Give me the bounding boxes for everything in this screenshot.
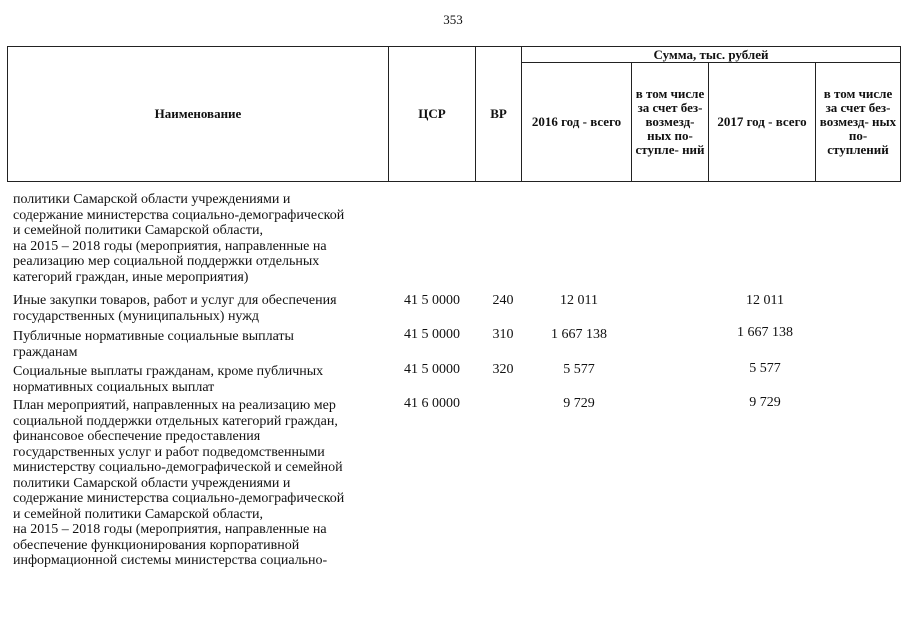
header-name: Наименование — [8, 47, 389, 182]
table-row-2016: 5 577 — [563, 362, 595, 377]
table-row-csr: 41 5 0000 — [404, 362, 460, 377]
table-row-2016: 12 011 — [560, 293, 598, 308]
header-vr: ВР — [476, 47, 522, 182]
table-row-vr: 240 — [492, 293, 514, 308]
table-row-2017: 5 577 — [749, 361, 781, 376]
table-row-vr: 320 — [492, 362, 514, 377]
table-row-name: Иные закупки товаров, работ и услуг для обеспечения государственных (муниципальных) нужд — [13, 293, 337, 324]
table-row-vr: 310 — [492, 327, 514, 342]
header-2016-total: 2016 год - всего — [522, 63, 632, 182]
table-row-name: Публичные нормативные социальные выплаты гражданам — [13, 329, 294, 360]
header-2017-total: 2017 год - всего — [709, 63, 816, 182]
header-2017-incl: в том числе за счет без- возмезд- ных по- ступлений — [816, 63, 901, 182]
table-row-name: политики Самарской области учреждениями и содержание министерства социально-демографической и семейной политики Самарской области, на 2015 – 2018 годы (мероприятия, направленные на реализацию мер социальной поддержки отдельных категорий граждан, иные мероприятия) — [13, 192, 345, 285]
table-row-name: План мероприятий, направленных на реализацию мер социальной поддержки отдельных категорий граждан, финансовое обеспечение предоставления государственных услуг и работ подведомственными министерству социально-демографической и семейной политики Самарской области учреждениями и содержание министерства социально-демографической и семейной политики Самарской области, на 2015 – 2018 годы (мероприятия, направленные на обеспечение функционирования корпоративной информационной системы министерства социально- — [13, 398, 345, 568]
table-row-csr: 41 6 0000 — [404, 396, 460, 411]
table-row-2017: 12 011 — [746, 293, 784, 308]
table-row-2016: 1 667 138 — [551, 327, 607, 342]
table-header — [7, 46, 901, 182]
table-row-csr: 41 5 0000 — [404, 327, 460, 342]
header-csr: ЦСР — [389, 47, 476, 182]
table-row-csr: 41 5 0000 — [404, 293, 460, 308]
table-row-2017: 9 729 — [749, 395, 781, 410]
table-row-name: Социальные выплаты гражданам, кроме публичных нормативных социальных выплат — [13, 364, 324, 395]
table-row-2016: 9 729 — [563, 396, 595, 411]
header-sum-title: Сумма, тыс. рублей — [522, 47, 901, 63]
page-number: 353 — [443, 12, 463, 27]
table-row-2017: 1 667 138 — [737, 325, 793, 340]
header-2016-incl: в том числе за счет без- возмезд- ных по- ступле- ний — [632, 63, 709, 182]
